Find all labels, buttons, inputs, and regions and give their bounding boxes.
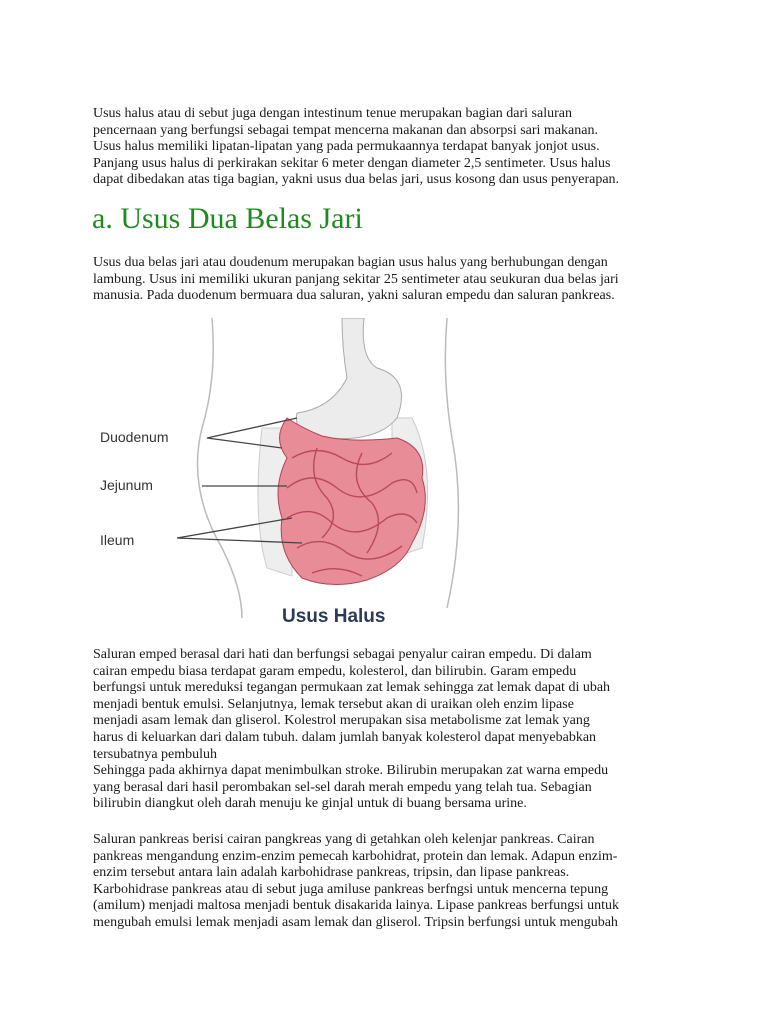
text-line: Usus halus memiliki lipatan-lipatan yang pada permukaannya terdapat banyak jonjot usus.	[93, 139, 600, 155]
text-line: (amilum) menjadi maltosa menjadi bentuk disakarida lainya. Lipase pankreas berfungsi untuk	[93, 898, 620, 914]
text-line: berfungsi untuk mereduksi tegangan permukaan zat lemak sehingga zat lemak dapat di ubah	[93, 680, 611, 696]
section-heading: a. Usus Dua Belas Jari	[92, 202, 363, 235]
text-line: pencernaan yang berfungsi sebagai tempat mencerna makanan dan absorpsi sari makanan.	[93, 122, 598, 138]
text-line: menjadi bentuk emulsi. Selanjutnya, lemak tersebut akan di uraikan oleh enzim lipase	[93, 696, 574, 712]
small-intestine-illustration	[92, 318, 492, 634]
intro-paragraph	[93, 106, 619, 189]
text-line: lambung. Usus ini memiliki ukuran panjang sekitar 25 sentimeter atau seukuran dua belas jari	[93, 271, 619, 287]
text-line: enzim tersebut antara lain adalah karbohidrase pankreas, tripsin, dan lipase pankreas.	[93, 865, 570, 881]
text-line: Usus halus atau di sebut juga dengan intestinum tenue merupakan bagian dari saluran	[93, 106, 572, 121]
text-line: tersubatnya pembuluh	[93, 746, 218, 762]
text-line: Saluran pankreas berisi cairan pangkreas yang di getahkan oleh kelenjar pankreas. Cairan	[93, 832, 595, 847]
text-line: yang berasal dari hasil perombakan sel-sel darah merah empedu yang telah tua. Sebagian	[93, 779, 592, 795]
label-duodenum: Duodenum	[100, 429, 169, 445]
figure-caption: Usus Halus	[282, 606, 386, 627]
text-line: manusia. Pada duodenum bermuara dua saluran, yakni saluran empedu dan saluran pankreas.	[93, 288, 615, 304]
label-ileum: Ileum	[100, 532, 135, 548]
pankreas-paragraph	[93, 832, 619, 932]
text-line: Usus dua belas jari atau doudenum merupakan bagian usus halus yang berhubungan dengan	[93, 255, 608, 270]
empedu-paragraph	[93, 647, 610, 813]
duodenum-paragraph	[93, 255, 619, 305]
text-line: Karbohidrase pankreas atau di sebut juga amiluse pankreas berfngsi untuk mencerna tepung	[93, 881, 609, 897]
text-line: bilirubin diangkut oleh darah menuju ke ginjal untuk di buang bersama urine.	[93, 796, 527, 812]
text-line: cairan empedu biasa terdapat garam empedu, kolesterol, dan bilirubin. Garam empedu	[93, 663, 577, 679]
text-line: Sehingga pada akhirnya dapat menimbulkan stroke. Bilirubin merupakan zat warna empedu	[93, 763, 609, 779]
text-line: harus di keluarkan dari dalam tubuh. dalam jumlah banyak kolesterol dapat menyebabkan	[93, 729, 597, 745]
text-line: menjadi asam lemak dan gliserol. Kolestrol merupakan sisa metabolisme zat lemak yang	[93, 713, 590, 729]
text-line: Saluran emped berasal dari hati dan berfungsi sebagai penyalur cairan empedu. Di dalam	[93, 647, 592, 662]
text-line: pankreas mengandung enzim-enzim pemecah karbohidrat, protein dan lemak. Adapun enzim-	[93, 848, 618, 864]
text-line: mengubah emulsi lemak menjadi asam lemak dan gliserol. Tripsin berfungsi untuk mengubah	[93, 914, 618, 930]
text-line: dapat dibedakan atas tiga bagian, yakni usus dua belas jari, usus kosong dan usus penyerapan.	[93, 172, 620, 188]
label-jejunum: Jejunum	[100, 477, 153, 493]
text-line: Panjang usus halus di perkirakan sekitar 6 meter dengan diameter 2,5 sentimeter. Usus halus	[93, 155, 611, 171]
